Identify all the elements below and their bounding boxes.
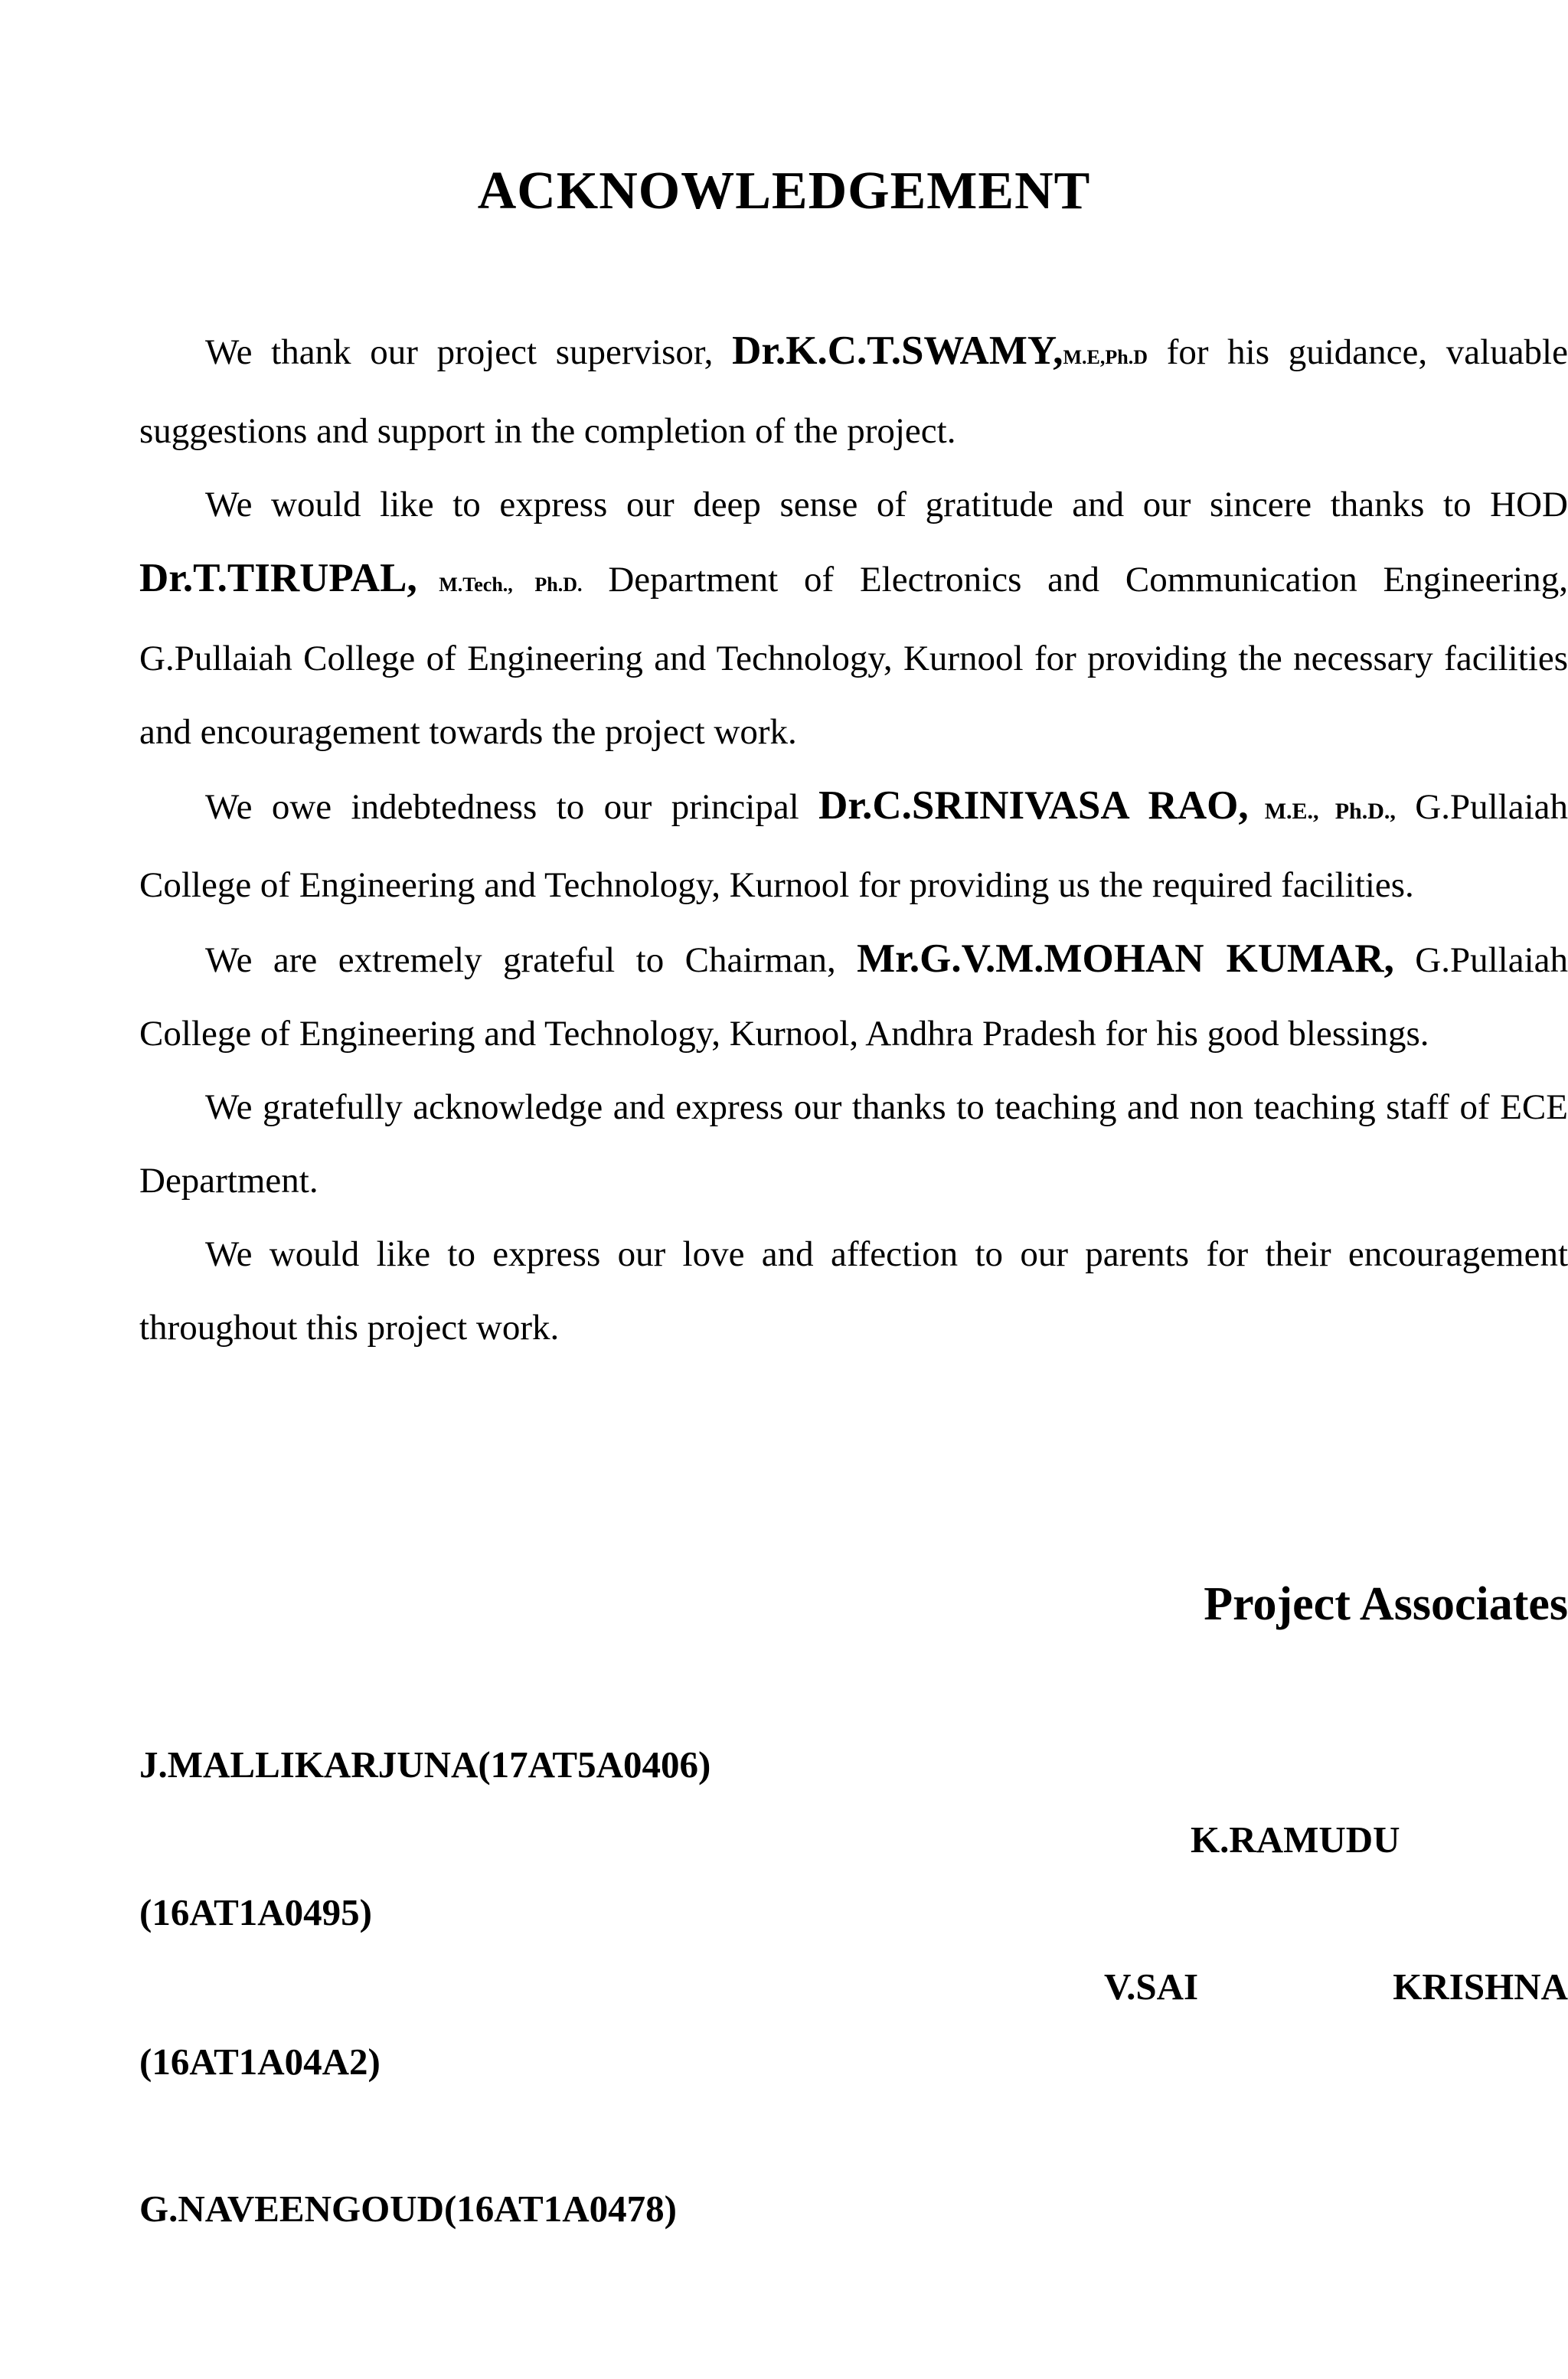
principal-name: Dr.C.SRINIVASA RAO, — [818, 783, 1249, 828]
paragraph-staff: We gratefully acknowledge and express our thanks to teaching and non teaching staff of ECE Department. — [139, 1087, 1568, 1201]
paragraph-principal — [139, 769, 1568, 922]
paragraph-supervisor — [139, 314, 1568, 468]
paragraph-text: We thank our project supervisor, — [205, 332, 733, 372]
principal-degree: M.E., Ph.D., — [1248, 799, 1396, 824]
associates-heading: Project Associates — [1204, 1578, 1568, 1630]
paragraph-hod — [139, 468, 1568, 769]
associate-2-name: K.RAMUDU — [1191, 1819, 1400, 1861]
hod-degree: M.Tech., Ph.D. — [416, 574, 583, 596]
hod-name: Dr.T.TIRUPAL, — [139, 556, 417, 600]
supervisor-name: Dr.K.C.T.SWAMY, — [732, 328, 1063, 373]
acknowledgement-body — [139, 314, 1568, 1364]
associate-3-name-first: V.SAI — [1104, 1966, 1199, 2008]
chairman-name: Mr.G.V.M.MOHAN KUMAR, — [857, 936, 1394, 981]
associate-3-name-last: KRISHNA — [1393, 1966, 1568, 2008]
paragraph-text: G.Pullaiah College of Engineering and Technology, Kurnool, Andhra Pradesh for his good blessings. — [139, 940, 1568, 1054]
paragraph-text: We would like to express our deep sense of gratitude and our sincere thanks to HOD — [205, 485, 1568, 524]
paragraph-text: G.Pullaiah College of Engineering and Technology, Kurnool for providing us the required facilities. — [139, 787, 1568, 905]
paragraph-text: We owe indebtedness to our principal — [205, 787, 819, 827]
paragraph-text: Department of Electronics and Communication Engineering, G.Pullaiah College of Engineering and Technology, Kurnool for providing the necessary facilities and encouragement towards the project work. — [139, 560, 1568, 752]
paragraph-text: We are extremely grateful to Chairman, — [205, 940, 858, 980]
associate-2-id: (16AT1A0495) — [139, 1891, 372, 1933]
paragraph-parents: We would like to express our love and affection to our parents for their encouragement throughout this project work. — [139, 1234, 1568, 1348]
supervisor-degree: M.E,Ph.D — [1063, 346, 1148, 368]
associate-1: J.MALLIKARJUNA(17AT5A0406) — [139, 1743, 711, 1786]
associate-4: G.NAVEENGOUD(16AT1A0478) — [139, 2188, 677, 2230]
paragraph-text: for his guidance, valuable suggestions and support in the completion of the project. — [139, 332, 1568, 451]
paragraph-chairman — [139, 922, 1568, 1070]
associate-3-id: (16AT1A04A2) — [139, 2041, 381, 2083]
page-title: ACKNOWLEDGEMENT — [477, 162, 1091, 221]
